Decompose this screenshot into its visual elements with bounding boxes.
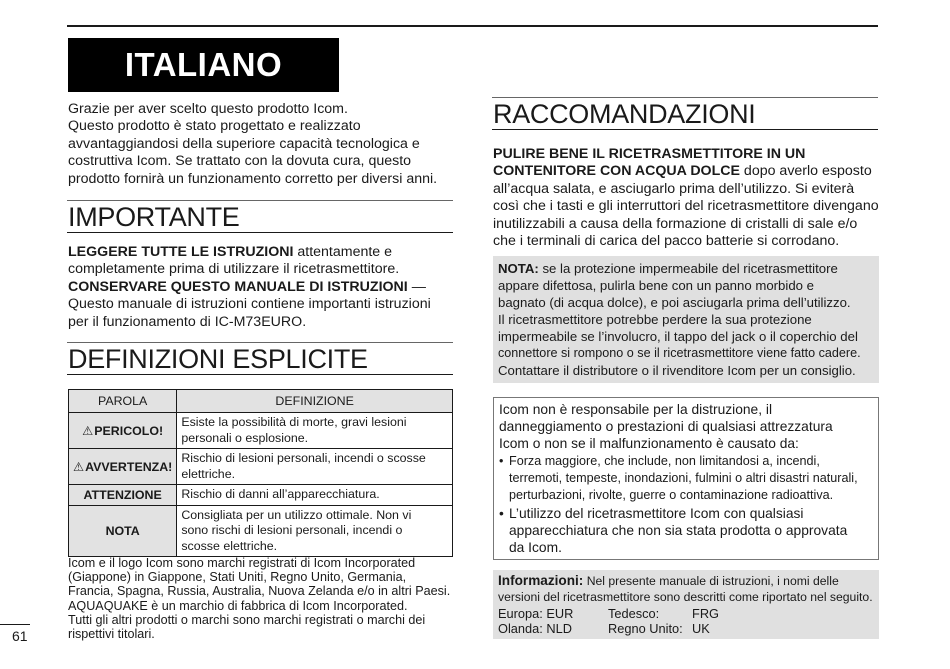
importante-line: per il funzionamento di IC-M73EURO. — [68, 313, 307, 330]
intro-line: avvantaggiandosi della superiore capacità tecnologica e — [68, 135, 420, 152]
importante-line: completamente prima di utilizzare il ricetrasmettitore. — [68, 261, 400, 278]
warning-triangle-icon: ⚠ — [82, 424, 94, 438]
importante-text-span: attentamente e — [293, 244, 393, 260]
definition-cell-text: elettriche. — [181, 466, 236, 481]
read-instructions-bold: LEGGERE TUTTE LE ISTRUZIONI — [68, 244, 294, 260]
warning-triangle-icon: ⚠ — [73, 460, 85, 474]
nota-box-item: impermeabile se l’involucro, il tappo del jack o il coperchio del — [498, 329, 858, 344]
trademark-line: Icom e il logo Icom sono marchi registrati di Icom Incorporated — [68, 556, 416, 570]
disclaimer-box — [493, 397, 879, 560]
table-row — [69, 505, 453, 557]
trademark-line: (Giappone) in Giappone, Stati Uniti, Regno Unito, Germania, — [68, 570, 407, 585]
raccomandazioni-text-item: all’acqua salata, e asciugarlo prima dell’utilizzo. Si eviterà — [493, 180, 855, 197]
raccomandazioni-text-span: dopo averlo esposto — [739, 163, 872, 180]
info-box-item: versioni del ricetrasmettitore sono descritti come riportato nel seguito. — [498, 589, 873, 604]
definizioni-top-rule — [67, 342, 453, 343]
definition-cell-text: Rischio di danni all’apparecchiatura. — [181, 487, 380, 501]
intro-line: Questo prodotto è stato progettato e realizzato — [68, 118, 361, 135]
trademark-line: AQUAQUAKE è un marchio di fabbrica di Icom Incorporated. — [68, 598, 408, 613]
word-cell — [69, 449, 177, 485]
disclaimer-bullet — [499, 505, 873, 557]
trademarks-text — [68, 556, 460, 641]
nota-box-item: connettore si rompono o se il ricetrasmettitore viene fatto cadere. — [498, 346, 861, 360]
disclaimer-box-item: • Forza maggiore, che include, non limitandosi a, incendi, — [509, 453, 820, 468]
definition-cell — [177, 449, 453, 485]
raccomandazioni-heading: RACCOMANDAZIONI — [493, 99, 756, 129]
nota-box-bold: NOTA: — [498, 261, 539, 276]
table-row — [69, 449, 453, 485]
nota-box-span: se la protezione impermeabile del ricetrasmettitore — [538, 261, 838, 276]
info-box-span: Olanda: NLD — [498, 621, 572, 637]
nota-box — [493, 256, 879, 383]
info-box-content — [493, 570, 879, 640]
trademark-line: Francia, Spagna, Russia, Australia, Nuova Zelanda e/o in altri Paesi. — [68, 584, 451, 599]
definition-cell-text: Esiste la possibilità di morte, gravi lesioni — [181, 415, 407, 429]
column-header-word: PAROLA — [69, 390, 177, 413]
raccomandazioni-text — [493, 146, 885, 250]
disclaimer-box-item: danneggiamento o prestazioni di qualsiasi attrezzatura — [499, 419, 833, 435]
importante-bottom-rule — [67, 232, 453, 233]
disclaimer-box-item: Icom non è responsabile per la distruzione, il — [499, 402, 773, 417]
raccomandazioni-bottom-rule — [492, 129, 878, 130]
nota-box-item: Il ricetrasmettitore potrebbe perdere la sua protezione — [498, 312, 812, 327]
language-title: ITALIANO — [124, 46, 283, 83]
definition-cell-text: scosse elettriche. — [181, 538, 278, 553]
raccomandazioni-text-bold: PULIRE BENE IL RICETRASMETTITORE IN UN — [493, 146, 806, 162]
raccomandazioni-top-rule — [492, 97, 878, 98]
definition-cell — [177, 413, 453, 449]
word-cell-text: ATTENZIONE — [83, 487, 162, 502]
disclaimer-box-item: terremoti, tempeste, inondazioni, fulmini o altri disastri naturali, — [509, 471, 858, 486]
disclaimer-bullet — [499, 453, 873, 505]
trademark-line: rispettivi titolari. — [68, 627, 155, 642]
disclaimer-box-item: perturbazioni, rivolte, guerre o contaminazione radioattiva. — [509, 488, 834, 503]
nota-box-item: bagnato (di acqua dolce), e poi asciugarla prima dell’utilizzo. — [498, 295, 851, 310]
word-cell — [69, 485, 177, 506]
nota-box-content — [493, 256, 879, 383]
word-cell-text: NOTA — [105, 523, 140, 538]
importante-text-span: — — [407, 278, 426, 295]
info-box-bold: Informazioni: — [498, 573, 584, 588]
info-box-span: UK — [692, 621, 710, 637]
importante-text — [68, 244, 458, 331]
page-number-rule — [0, 624, 30, 625]
disclaimer-box-item: apparecchiatura che non sia stata prodotta o approvata — [509, 523, 848, 539]
disclaimer-box-content — [494, 398, 878, 559]
language-banner — [68, 38, 339, 92]
info-box-span: Nel presente manuale di istruzioni, i nomi delle — [583, 574, 839, 588]
raccomandazioni-text-item: inutilizzabili a causa della formazione di cristalli di sale e/o — [493, 215, 858, 232]
page-number: 61 — [12, 628, 28, 644]
info-box-span: Regno Unito: — [608, 621, 683, 637]
definition-cell-text: personali o esplosione. — [181, 430, 309, 445]
definizioni-bottom-rule — [67, 374, 453, 375]
info-box-item — [498, 606, 874, 622]
keep-manual-bold: CONSERVARE QUESTO MANUALE DI ISTRUZIONI — [68, 278, 408, 295]
column-header-definition: DEFINIZIONE — [177, 390, 453, 413]
nota-box-item: appare difettosa, pulirla bene con un panno morbido e — [498, 278, 814, 293]
info-box-span: Europa: EUR — [498, 605, 574, 621]
intro-paragraph — [68, 101, 458, 188]
info-box-span: Tedesco: — [608, 605, 660, 621]
definition-cell-text: sono rischi di lesioni personali, incendi o — [181, 523, 403, 537]
info-box-item — [498, 621, 874, 637]
disclaimer-box-item: da Icom. — [509, 540, 562, 556]
raccomandazioni-text-bold: CONTENITORE CON ACQUA DOLCE — [493, 163, 740, 180]
word-cell-text: PERICOLO! — [94, 424, 164, 438]
intro-line: Grazie per aver scelto questo prodotto Icom. — [68, 101, 348, 117]
intro-line: costruttiva Icom. Se trattato con la dovuta cura, questo — [68, 153, 412, 170]
importante-top-rule — [67, 200, 453, 201]
definitions-table — [68, 389, 453, 557]
raccomandazioni-text-item: così che i tasti e gli interruttori del ricetrasmettitore divengano — [493, 198, 879, 215]
definition-cell — [177, 485, 453, 506]
info-box-span: FRG — [692, 605, 720, 621]
intro-line: prodotto fornirà un funzionamento corretto per diversi anni. — [68, 170, 438, 187]
word-cell-text: AVVERTENZA! — [85, 460, 173, 474]
nota-box-item: Contattare il distributore o il rivenditore Icom per un consiglio. — [498, 363, 856, 378]
definition-cell-text: Consigliata per un utilizzo ottimale. Non vi — [181, 507, 412, 522]
table-row — [69, 485, 453, 506]
definizioni-heading: DEFINIZIONI ESPLICITE — [68, 344, 368, 374]
top-rule — [67, 25, 878, 27]
definition-cell — [177, 505, 453, 557]
word-cell — [69, 413, 177, 449]
table-header-row — [69, 390, 453, 413]
disclaimer-box-item: Icom o non se il malfunzionamento è causato da: — [499, 436, 799, 452]
disclaimer-box-item: • L’utilizzo del ricetrasmettitore Icom con qualsiasi — [509, 505, 804, 521]
importante-line: Questo manuale di istruzioni contiene importanti istruzioni — [68, 296, 431, 313]
definition-cell-text: Rischio di lesioni personali, incendi o scosse — [181, 451, 426, 465]
raccomandazioni-text-item: che i terminali di carica del pacco batterie si corrodano. — [493, 233, 840, 250]
table-row — [69, 413, 453, 449]
trademark-line: Tutti gli altri prodotti o marchi sono marchi registrati o marchi dei — [68, 612, 426, 627]
importante-heading: IMPORTANTE — [68, 202, 240, 232]
word-cell — [69, 505, 177, 557]
info-box — [493, 570, 879, 639]
